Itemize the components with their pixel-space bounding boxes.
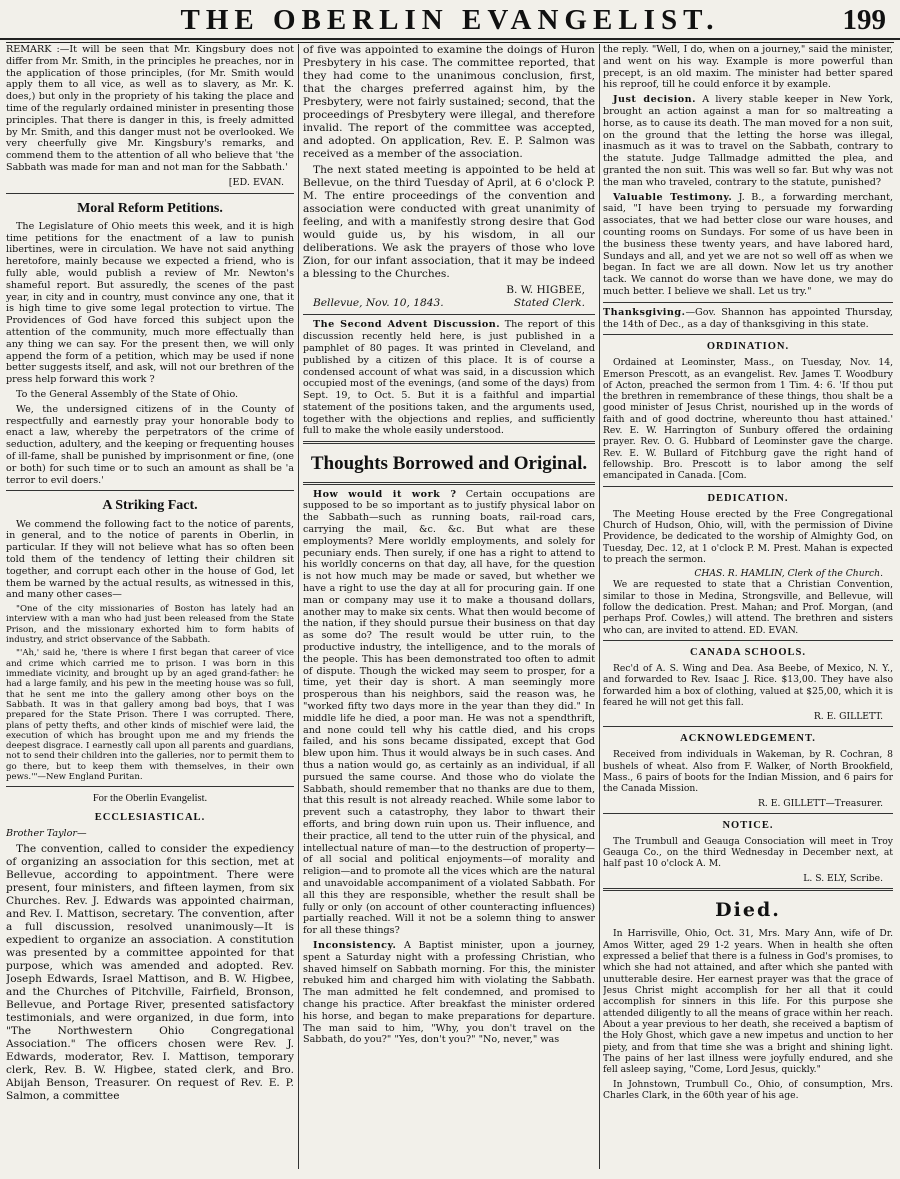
separator — [603, 640, 893, 641]
article-text: J. B., a forwarding merchant, said, "I have been trying to persuade my forwarding associates, that we had better close our ware houses, and counting rooms on Sundays. For some of us have been in the business these twenty years, and have labored hard, Sundays and all, and yet we are not so well off as when we began. In fact we are all down. Now let us try another tack. We cannot do worse than we have done, we may do much better. I believe we shall. Let us try." — [603, 191, 893, 297]
article-paragraph: of five was appointed to examine the doings of Huron Presbytery in his case. The committee reported, that they had come to the unanimous conclusion, first, that the charges preferred against him, by the Presbytery, were not fairly sustained; second, that the proceedings of Presbytery were illegal, and therefore invalid. The report of the committee was accepted, and adopted. On application, Rev. E. P. Salmon was received as a member of the association. — [303, 44, 595, 161]
article-paragraph: The Legislature of Ohio meets this week, and it is high time petitions for the enactment of a law to punish libertines, were in circulation. We have not said anything heretofore, mainly because we expected a friend, who is fully able, would publish a review of Mr. Newton's shameful report. But assuredly, the scenes of the past year, in city and in country, must convince any one, that it is high time to give some legal protection to virtue. The Providences of God have forced this subject upon the attention of the community, much more effectually than any thing we can say. For the present then, we will only append the form of a petition, which may be used if none better suggests itself, and ask, will not our brethren of the press help forward this work ? — [6, 220, 294, 386]
article-paragraph: the reply. "Well, I do, when on a journey," said the minister, and went on his way. Example is more powerful than precept, is an old maxim. The minister had better spared his reproof, till he could enforce it by example. — [603, 44, 893, 91]
article-paragraph: The next stated meeting is appointed to be held at Bellevue, on the third Tuesday of April, at 6 o'clock P. M. The entire proceedings of the convention and association were conducted with great unanimity of feeling, and with a manifestly strong desire that God would guide us, by his wisdom, in all our deliberations. We ask the prayers of those who love Zion, for our infant association, that it may be indeed a blessing to the Churches. — [303, 164, 595, 281]
heading-canada-schools: CANADA SCHOOLS. — [690, 647, 806, 659]
remark-paragraph: REMARK :—It will be seen that Mr. Kingsbury does not differ from Mr. Smith, in the principles he preaches, nor in the application of those principles, (for Mr. Smith would apply them to all vice, as well as to slavery, as Mr. K. does,) but only in the propriety of his taking the place and time of the regularly ordained minister in presenting those principles. That there is danger in this, is freely admitted by Mr. Smith, and this danger must not be overlooked. We very cheerfully give Mr. Kingsbury's remarks, and commend them to the attention of all who believe that 'the Sabbath was made for man and not man for the Sabbath.' — [6, 44, 294, 173]
article-paragraph: The Trumbull and Geauga Consociation will meet in Troy Geauga Co., on the third Wednesday in December next, at half past 10 o'clock A. M. — [603, 835, 893, 870]
article-text: —Gov. Shannon has appointed Thursday, the 14th of Dec., as a day of thanksgiving in this state. — [603, 306, 893, 330]
article-text: The report of this discussion recently held here, is just published in a pamphlet of 80 pages. It was printed in Cleveland, and published by a citizen of this place. It is of course a condensed account of what was said, in a discussion which occupied most of the evenings, (and some of the days) from Sept. 19, to Oct. 5. But it is a faithful and impartial statement of the positions taken, and the arguments used, together with the objections and replies, and sufficiently full to make the whole easily understood. — [303, 319, 595, 437]
lead-second-advent: The Second Advent Discussion. — [313, 319, 501, 331]
separator — [603, 726, 893, 727]
quote-paragraph: "'Ah,' said he, 'there is where I first began that career of vice and crime which carried me to prison. I was born in this immediate vicinity, and brought up by an aged grand-father: he had a large family, and his pew in the meeting house was so full, that he sent me into the gallery among other boys on the Sabbath. It was in that gallery among bad boys, that I was prepared for the State Prison. There I was corrupted. There, plans of petty thefts, and other kinds of mischief were laid, the execution of which has brought upon me and my friends the deepest disgrace. I earnestly call upon all parents and guardians, not to send their children into the galleries, nor to permit them to go there, but to keep them with themselves, in their own pews.'"—New England Puritan. — [6, 648, 294, 783]
heading-ordination: ORDINATION. — [706, 341, 790, 353]
separator — [603, 302, 893, 303]
heading-ecclesiastical: ECCLESIASTICAL. — [94, 812, 206, 824]
obituary-paragraph: In Johnstown, Trumbull Co., Ohio, of consumption, Mrs. Charles Clark, in the 60th year of his age. — [603, 1078, 893, 1101]
attribution-line: For the Oberlin Evangelist. — [92, 793, 208, 805]
separator — [603, 486, 893, 487]
obituary-paragraph: In Harrisville, Ohio, Oct. 31, Mrs. Mary Ann, wife of Dr. Amos Witter, aged 29 1-2 years. When in health she often expressed a belief that there is a fulness in God's promises, to which she had not attained, and after which she panted with unutterable desire. Her earnest prayer was that the grace of Jesus Christ might accomplish for her all that it could accomplish for sinners in this life. For this purpose she attended diligently to all the means of grace within her reach. About a year previous to her death, she received a baptism of the Holy Ghost, which gave a new impetus and unction to her piety, and from that time she was a bright and shining light. The pains of her last illness were joyfully endured, and she fell asleep saying, "Come, Lord Jesus, quickly." — [603, 928, 893, 1076]
separator — [603, 888, 893, 891]
column-1 — [6, 44, 294, 1169]
masthead-rule — [6, 42, 894, 43]
heading-striking-fact: A Striking Fact. — [102, 498, 198, 514]
notice-signature: L. S. ELY, Scribe. — [803, 872, 883, 884]
article-paragraph: Received from individuals in Wakeman, by R. Cochran, 8 bushels of wheat. Also from F. Walker, of North Brookfield, Mass., 6 pairs of boots for the Indian Mission, and 6 pairs for the Canada Mission. — [603, 749, 893, 795]
column-2 — [303, 44, 595, 1169]
article-paragraph: The Meeting House erected by the Free Congregational Church of Hudson, Ohio, will, with the permission of Divine Providence, be dedicated to the worship of Almighty God, on Tuesday, Dec. 12, at 1 o'clock P. M. Prest. Mahan is expected to preach the sermon. — [603, 508, 893, 565]
signature-title: Stated Clerk. — [513, 297, 585, 310]
petition-address: To the General Assembly of the State of Ohio. — [16, 388, 239, 400]
heading-acknowledgement: ACKNOWLEDGEMENT. — [680, 733, 816, 745]
lead-how-would-it-work: How would it work ? — [313, 488, 457, 500]
lead-valuable-testimony: Valuable Testimony. — [613, 191, 733, 203]
heading-moral-reform: Moral Reform Petitions. — [77, 200, 223, 216]
separator — [603, 813, 893, 814]
signature-place: Bellevue, Nov. 10, 1843. — [313, 297, 444, 310]
page-number: 199 — [842, 4, 886, 36]
separator — [603, 334, 893, 335]
column-divider — [599, 44, 600, 1169]
article-paragraph: We commend the following fact to the notice of parents, in general, and to the notice of parents in Oberlin, in particular. If they will not believe what has so often been told them of the tendency of letting their children sit together, and corrupt each other in the house of God, let them be warned by the actual results, as witnessed in this, and many other cases— — [6, 518, 294, 601]
separator — [303, 482, 595, 485]
article-text: A Baptist minister, upon a journey, spent a Saturday night with a professing Christian, who shaved himself on Sabbath morning. For this, the minister rebuked him and charged him with violating the Sabbath. The man admitted he felt condemned, and promised to change his practice. After breakfast the minister ordered his horse, and began to make preparations for departure. The man said to him, "Why, you don't travel on the Sabbath, do you?" "Yes, don't you?" "No, never," was — [303, 939, 595, 1046]
petition-form: We, the undersigned citizens of in the County of respectfully and earnestly pray your honorable body to enact a law, whereby the perpetrators of the crime of seduction, adultery, and the keeping or frequenting houses of ill-fame, shall be punished by imprisonment or fine, (one or both) for such time or to such an amount as shall be 'a terror to evil doers.' — [6, 403, 294, 486]
article-text: Certain occupations are supposed to be so important as to justify physical labor on the Sabbath—such as running boats, rail-road cars, carrying the mail, &c. &c. But what are these employments? Mere worldly employments, and solely for pecuniary ends. Then surely, if one has a right to attend to his worldly concerns on that day, all have, for the question is not how much may be made or saved, but whether we have a right to use the day at all for procuring gain. If one man or company may use it to make a thousand dollars, another may to make six cents. What then would become of the nation, if they should pursue their business on that day as some do? The result would be utter ruin, to the productive industry, the intelligence, and to the morals of the people. This has been demonstrated too often to admit of dispute. Though the wicked may seem to prosper, for a time, yet their day is short. A man seemingly more prosperous than his neighbors, said the reason was, he "worked fifty two days more in the year than they did." In middle life he died, a poor man. He was not a spendthrift, and none could tell why his cattle died, and his crops failed, and his sons became dissipated, except that God blew upon him. Thus it would always be in such cases. And thus a nation would go, as certainly as an individual, if all pursued the same course. And those who do violate the Sabbath, should remember that no thanks are due to them, that this result is not already reached. While some labor to prevent such a catastrophy, they labor to thwart their efforts, and bring down ruin upon us. Their influence, and their practice, all tend to the utter ruin of the physical, and intellectual nature of man—to the destruction of property—of all social and political enjoyments—of morality and religion—and to promote all the vices which are the natural and unavoidable accompaniment of a violated Sabbath. For all this they are responsible, whether the result shall be fully or only (on account of other counteracting influences) partially reached. Will it not be a solemn thing to answer for all these things? — [303, 488, 595, 937]
separator — [303, 314, 595, 315]
ack-signature: R. E. GILLETT—Treasurer. — [758, 797, 883, 809]
dedication-signature: CHAS. R. HAMLIN, Clerk of the Church. — [694, 568, 883, 580]
article-paragraph: Ordained at Leominster, Mass., on Tuesday, Nov. 14, Emerson Prescott, as an evangelist. Rev. James T. Woodbury of Acton, preached the sermon from 1 Tim. 4: 6. 'If thou put the brethren in remembrance of these things, thou shalt be a good minister of Jesus Christ, nourished up in the words of faith and of good doctrine, whereunto thou hast attained.' Rev. E. W. Harrington of Sunbury offered the ordaining prayer. Rev. O. G. Hubbard of Leominster gave the charge. Rev. E. W. Bullard of Fitchburg gave the right hand of fellowship. Bro. Prescott is to labor among the self emancipated in Canada. [Com. — [603, 357, 893, 482]
article-text: A livery stable keeper in New York, brought an action against a man for so maltreating a horse, as to cause its death. The man moved for a non suit, on the ground that the letting the horse was illegal, inasmuch as it was to travel on the Sabbath, contrary to the statute. Judge Tallmadge admitted the plea, and granted the non suit. This was well so far. But why was not the man who traveled, contrary to the statute, punished? — [603, 94, 893, 188]
editor-signature: [ED. EVAN. — [228, 176, 284, 188]
separator — [6, 490, 294, 491]
heading-died: Died. — [715, 899, 781, 922]
heading-notice: NOTICE. — [722, 819, 774, 831]
lead-just-decision: Just decision. — [613, 94, 696, 106]
salutation: Brother Taylor— — [6, 828, 87, 840]
masthead — [0, 0, 900, 40]
article-paragraph: We are requested to state that a Christian Convention, similar to those in Medina, Strongsville, and Bellevue, will follow the dedication. Prest. Mahan; and Prof. Morgan, (and perhaps Prof. Cowles,) will attend. The brethren and sisters who can, are invited to attend. ED. EVAN. — [603, 579, 893, 636]
article-paragraph: Rec'd of A. S. Wing and Dea. Asa Beebe, of Mexico, N. Y., and forwarded to Rev. Isaac J. Rice. $13,00. They have also forwarded him a box of clothing, valued at $25,00, which it is feared he will not get this fall. — [603, 662, 893, 708]
separator — [303, 441, 595, 444]
heading-dedication: DEDICATION. — [707, 492, 789, 504]
separator — [6, 193, 294, 194]
signature-name: B. W. HIGBEE, — [506, 284, 585, 297]
newspaper-title: THE OBERLIN EVANGELIST. — [180, 4, 720, 36]
column-3 — [603, 44, 893, 1169]
separator — [6, 786, 294, 787]
lead-inconsistency: Inconsistency. — [313, 939, 397, 951]
heading-thoughts: Thoughts Borrowed and Original. — [310, 453, 588, 475]
schools-signature: R. E. GILLETT. — [813, 711, 883, 723]
lead-thanksgiving: Thanksgiving. — [603, 306, 686, 318]
signature-line — [303, 297, 595, 310]
article-paragraph: The convention, called to consider the expediency of organizing an association for this section, met at Bellevue, according to appointment. There were present, four ministers, and fifteen laymen, from six Churches. Rev. J. Edwards was appointed chairman, and Rev. I. Mattison, secretary. The convention, after a full discussion, resolved unanimously—It is expedient to organize an association. A constitution was presented by a committee appointed for that purpose, which was amended and adopted. Rev. Joseph Edwards, Israel Mattison, and B. W. Higbee, and the Churches of Pitchville, Fairfield, Bronson, Bellevue, and Portage River, presented satisfactory testimonials, and were organized, in due form, into "The Northwestern Ohio Congregational Association." The officers chosen were Rev. J. Edwards, moderator, Rev. I. Mattison, temporary clerk, Rev. B. W. Higbee, stated clerk, and Bro. Abijah Benson, Treasurer. On request of Rev. E. P. Salmon, a committee — [6, 843, 294, 1103]
column-divider — [298, 44, 299, 1169]
quote-paragraph: "One of the city missionaries of Boston has lately had an interview with a man who had just been released from the State Prison, and the missionary exhorted him to form habits of industry, and strict observance of the Sabbath. — [6, 604, 294, 646]
